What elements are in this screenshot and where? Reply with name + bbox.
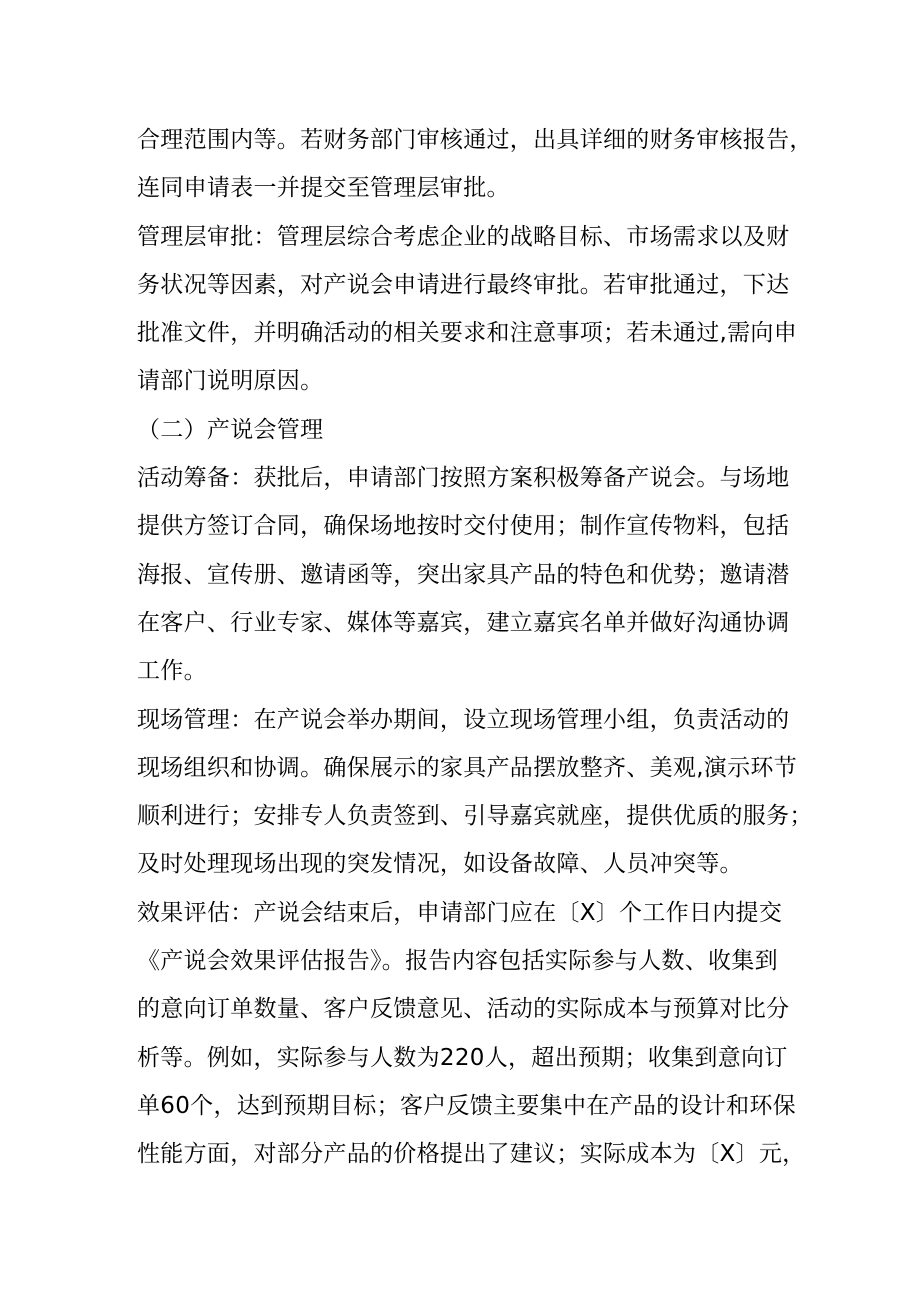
text-line: 顺利进行；安排专人负责签到、引导嘉宾就座，提供优质的服务； (137, 803, 813, 830)
text-line: 在客户、行业专家、媒体等嘉宾，建立嘉宾名单并做好沟通协调 (137, 609, 790, 636)
document-body (137, 116, 813, 1179)
text-line: 工作。 (137, 658, 207, 685)
text-line: 请部门说明原因。 (137, 368, 324, 395)
text-line: 管理层审批：管理层综合考虑企业的战略目标、市场需求以及财 (137, 223, 790, 250)
text-line: 活动筹备：获批后，申请部门按照方案积极筹备产说会。与场地 (137, 465, 790, 492)
text-line: 批准文件，并明确活动的相关要求和注意事项；若未通过,需向申 (137, 320, 798, 347)
section-heading: （二）产说会管理 (137, 416, 324, 443)
text-line: 现场组织和协调。确保展示的家具产品摆放整齐、美观,演示环节 (137, 754, 798, 781)
text-line: 连同申请表一并提交至管理层审批。 (137, 175, 510, 202)
text-line: 单60个，达到预期目标；客户反馈主要集中在产品的设计和环保 (137, 1092, 796, 1119)
text-line: 析等。例如，实际参与人数为220人，超出预期；收集到意向订 (137, 1044, 788, 1071)
text-line: 及时处理现场出现的突发情况，如设备故障、人员冲突等。 (137, 851, 743, 878)
text-line: 性能方面，对部分产品的价格提出了建议；实际成本为〔X〕元， (137, 1141, 806, 1168)
text-line: 现场管理：在产说会举办期间，设立现场管理小组，负责活动的 (137, 706, 790, 733)
text-line: 效果评估：产说会结束后，申请部门应在〔X〕个工作日内提交 (137, 899, 783, 926)
text-line: 提供方签订合同，确保场地按时交付使用；制作宣传物料，包括 (137, 513, 790, 540)
text-line: 务状况等因素，对产说会申请进行最终审批。若审批通过，下达 (137, 271, 790, 298)
text-line: 《产说会效果评估报告》。报告内容包括实际参与人数、收集到 (137, 948, 778, 975)
text-line: 合理范围内等。若财务部门审核通过，出具详细的财务审核报告， (137, 127, 813, 153)
text-line: 海报、宣传册、邀请函等，突出家具产品的特色和优势；邀请潜 (137, 561, 790, 588)
text-line: 的意向订单数量、客户反馈意见、活动的实际成本与预算对比分 (137, 996, 790, 1023)
